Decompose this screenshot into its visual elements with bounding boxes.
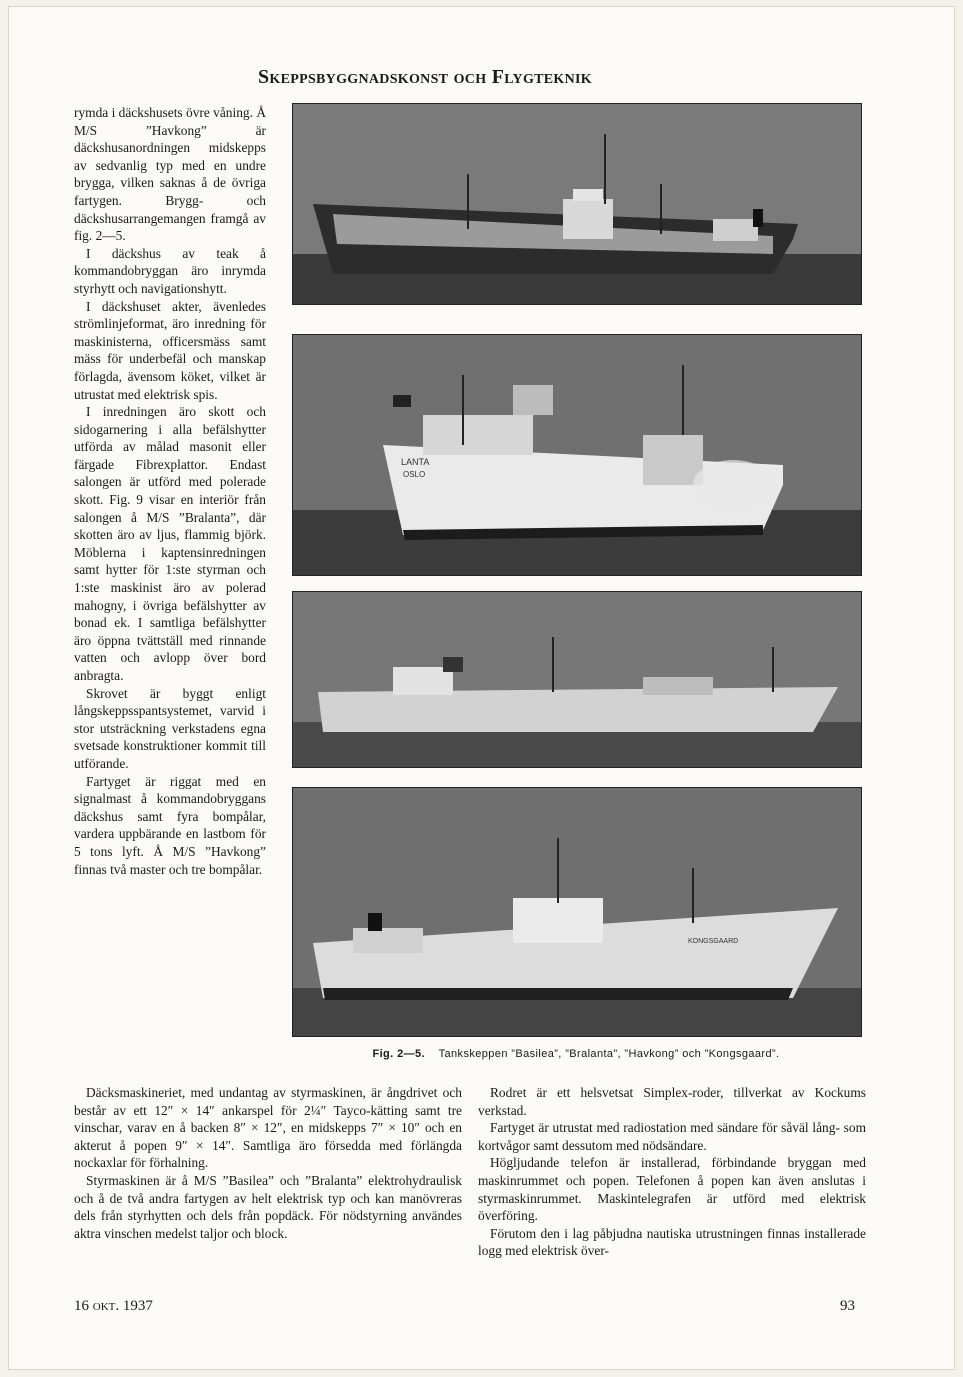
page-number: 93 <box>840 1298 855 1314</box>
paragraph: Skrovet är byggt enligt långskeppsspantsystemet, varvid i stor utsträckning verkstadens egna svetsade konstruktioner kommit till utförande. <box>74 685 266 771</box>
photo-tanker-basilea <box>292 103 862 305</box>
paragraph: Fartyget är utrustat med radiostation med sändare för såväl lång- som kortvågor samt dessutom med nödsändare. <box>478 1120 866 1153</box>
paragraph: Däcksmaskineriet, med undantag av styrmaskinen, är ångdrivet och består av ett 12″ × 14″ ankarspel för 2¼″ Tayco-kätting samt tre vinschar, varav en å backen 8″ × 12″, en midskepps 7″ × 10″ och en akterut å popen 9″ × 14″. Samtliga äro försedda med förlängda nockaxlar för förhalning. <box>74 1085 462 1171</box>
paragraph: I däckshus av teak å kommandobryggan äro inrymda styrhytt och navigationshytt. <box>74 245 266 296</box>
figure-caption <box>292 1048 860 1060</box>
paragraph: Fartyget är riggat med en signalmast å kommandobryggans däckshus samt fyra bompålar, vardera uppbärande en lastbom för 5 tons lyft. Å M/S ”Havkong” finnas två master och tre bompålar. <box>74 773 266 877</box>
paragraph: Högljudande telefon är installerad, förbindande bryggan med maskinrummet och popen. Telefonen å popen kan även anslutas i styrmaskinrummet. Maskintelegrafen är utförd med elektrisk överföring. <box>478 1155 866 1224</box>
paragraph: Styrmaskinen är å M/S ”Basilea” och ”Bralanta” elektrohydraulisk och å de två andra fartygen av helt elektrisk typ och kan manövreras dels från styrhytten och dels från popdäck. För nödstyrning användes aktra vinschen medelst taljor och block. <box>74 1172 462 1241</box>
bottom-right-text <box>478 1084 866 1260</box>
paragraph: I inredningen äro skott och sidogarnering i alla befälshytter utförda av målad masonit eller färgade Fibrexplattor. Endast salongen är utförd med polerade skott. Fig. 9 visar en interiör från salongen å M/S ”Bralanta”, där skotten äro av ljus, flammig björk. Möblerna i kaptensinredningen samt hytter för 1:ste styrman och 1:ste maskinist äro av polerad mahogny, i övriga befälshytter av bonad ek. I samtliga befälshytter äro öppna tvättställ med rinnande vatten och avlopp över bord anbragta. <box>74 404 266 683</box>
paragraph: rymda i däckshusets övre våning. Å M/S ”Havkong” är däckshusanordningen midskepps av sedvanlig typ med en undre brygga, vilken saknas å de övriga fartygen. Brygg- och däckshusarrangemangen framgå av fig. 2—5. <box>74 105 266 244</box>
photo-tanker-bralanta <box>292 334 862 576</box>
bottom-left-text <box>74 1084 462 1242</box>
footer-date: 16 okt. 1937 <box>74 1298 153 1314</box>
hull-lettering: LANTA <box>401 457 430 467</box>
left-column-text <box>74 104 266 878</box>
figure-number: Fig. 2—5. <box>372 1048 425 1060</box>
running-header: Skeppsbyggnadskonst och Flygteknik <box>258 66 592 88</box>
photo-tanker-kongsgaard <box>292 787 862 1037</box>
photo-tanker-havkong <box>292 591 862 768</box>
paragraph: Förutom den i lag påbjudna nautiska utrustningen finnas installerade logg med elektrisk över- <box>478 1225 866 1259</box>
paragraph: I däckshuset akter, ävenledes strömlinjeformat, äro inredning för maskinisterna, officersmäss samt mäss för underbefäl och manskap förlagda, ävensom köket, vilket är utrustat med elektrisk spis. <box>74 298 266 402</box>
figure-caption-text: Tankskeppen ”Basilea”, ”Bralanta”, ”Havkong” och ”Kongsgaard”. <box>438 1048 780 1060</box>
port-lettering: OSLO <box>403 470 426 479</box>
paragraph: Rodret är ett helsvetsat Simplex-roder, tillverkat av Kockums verkstad. <box>478 1085 866 1118</box>
hull-lettering: KONGSGAARD <box>688 938 739 945</box>
